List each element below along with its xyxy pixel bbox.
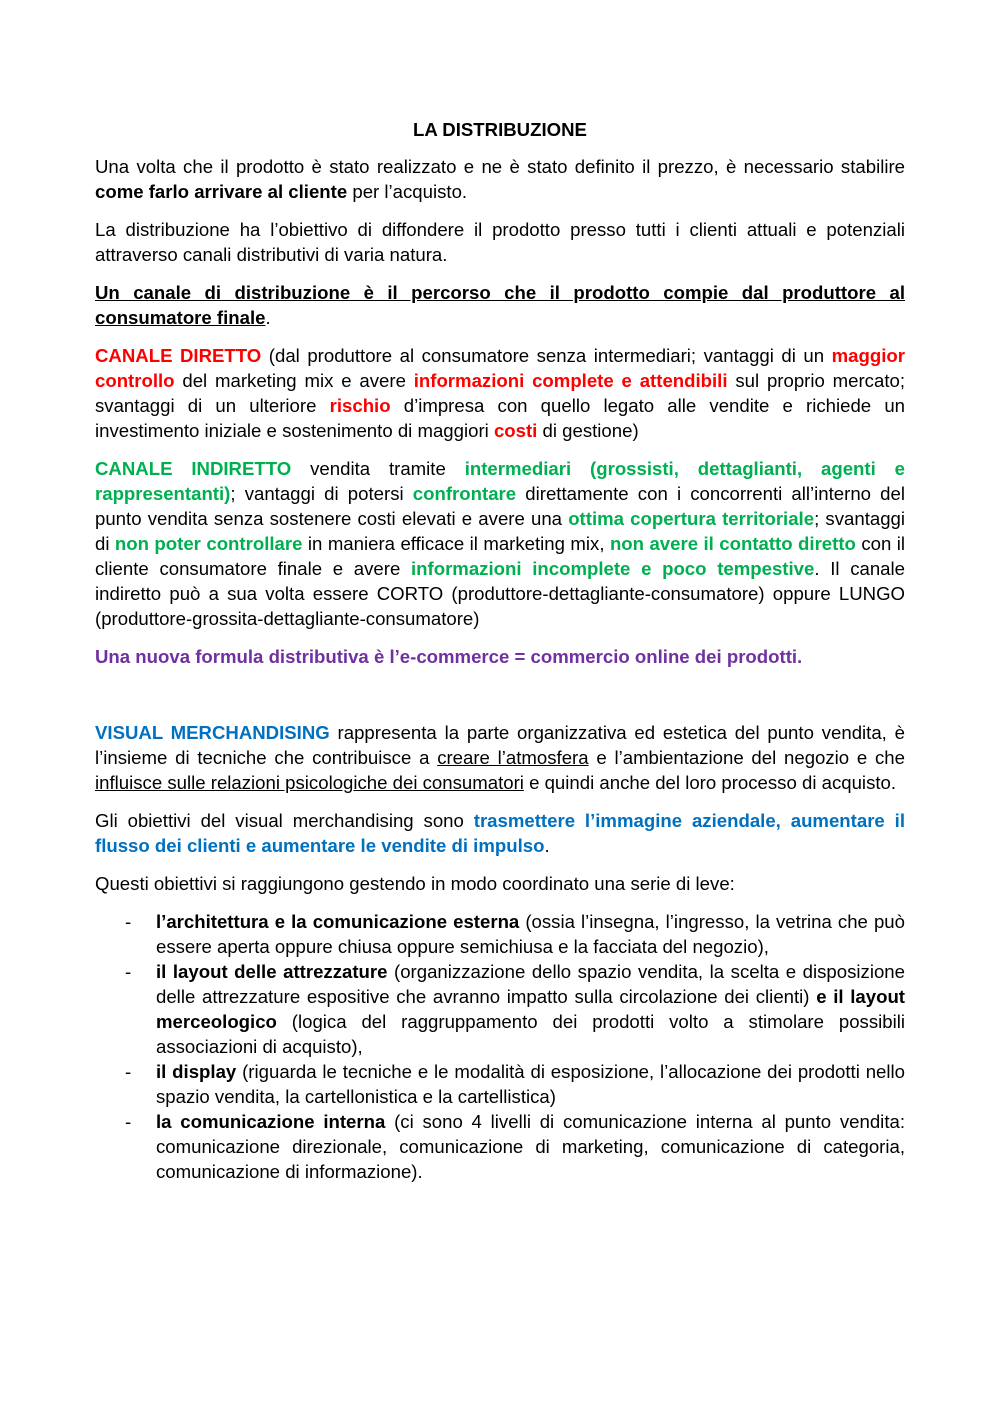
list-item: - il layout delle attrezzature (organizzazione dello spazio vendita, la scelta e disposizione delle attrezzature espositive che avranno impatto sulla circolazione dei clienti) e il layout merceologico (logica del raggruppamento dei prodotti volto a stimolare possibili associazioni di acquisto),	[125, 961, 905, 1057]
levers-list	[95, 909, 905, 1184]
definition-paragraph: Un canale di distribuzione è il percorso che il prodotto compie dal produttore al consumatore finale.	[95, 282, 905, 328]
indirect-channel-heading: CANALE INDIRETTO	[95, 458, 292, 479]
section-spacer	[95, 682, 905, 720]
goals-highlight: trasmettere l’immagine aziendale, aumentare il flusso dei clienti e aumentare le vendite di impulso	[95, 810, 905, 856]
bullet-dash: -	[125, 1061, 132, 1082]
channel-definition: Un canale di distribuzione è il percorso che il prodotto compie dal produttore al consumatore finale	[95, 282, 905, 328]
ecommerce-paragraph: Una nuova formula distributiva è l’e-commerce = commercio online dei prodotti.	[95, 646, 803, 667]
bullet-dash: -	[125, 911, 132, 932]
objective-paragraph: La distribuzione ha l’obiettivo di diffondere il prodotto presso tutti i clienti attuali e potenziali attraverso canali distributivi di varia natura.	[95, 219, 905, 265]
list-item: - l’architettura e la comunicazione esterna (ossia l’insegna, l’ingresso, la vetrina che può essere aperta oppure chiusa oppure semichiusa e la facciata del negozio),	[125, 911, 905, 957]
intro-bold-phrase: come farlo arrivare al cliente	[95, 181, 348, 202]
list-item: - la comunicazione interna (ci sono 4 livelli di comunicazione interna al punto vendita: comunicazione direzionale, comunicazione di marketing, comunicazione di categoria, comunicazione di informazione).	[125, 1111, 905, 1182]
direct-channel-heading: CANALE DIRETTO	[95, 345, 262, 366]
page-title: LA DISTRIBUZIONE	[413, 119, 587, 140]
indirect-channel-paragraph: CANALE INDIRETTO vendita tramite intermediari (grossisti, dettaglianti, agenti e rappresentanti); vantaggi di potersi confrontare direttamente con i concorrenti all’interno del punto vendita senza sostenere costi elevati e avere una ottima copertura territoriale; svantaggi di non poter controllare in maniera efficace il marketing mix, non avere il contatto diretto con il cliente consumatore finale e avere informazioni incomplete e poco tempestive. Il canale indiretto può a sua volta essere CORTO (produttore-dettagliante-consumatore) oppure LUNGO (produttore-grossita-dettagliante-consumatore)	[95, 458, 906, 629]
direct-channel-paragraph: CANALE DIRETTO (dal produttore al consumatore senza intermediari; vantaggi di un maggior controllo del marketing mix e avere informazioni complete e attendibili sul proprio mercato; svantaggi di un ulteriore rischio d’impresa con quello legato alle vendite e richiede un investimento iniziale e sostenimento di maggiori costi di gestione)	[95, 345, 906, 441]
visual-merchandising-paragraph: VISUAL MERCHANDISING rappresenta la parte organizzativa ed estetica del punto vendita, è l’insieme di tecniche che contribuisce a creare l’atmosfera e l’ambientazione del negozio e che influisce sulle relazioni psicologiche dei consumatori e quindi anche del loro processo di acquisto.	[95, 722, 905, 793]
visual-merchandising-heading: VISUAL MERCHANDISING	[95, 722, 330, 743]
goals-paragraph: Gli obiettivi del visual merchandising sono trasmettere l’immagine aziendale, aumentare il flusso dei clienti e aumentare le vendite di impulso.	[95, 810, 905, 856]
levers-intro: Questi obiettivi si raggiungono gestendo in modo coordinato una serie di leve:	[95, 873, 735, 894]
intro-paragraph: Una volta che il prodotto è stato realizzato e ne è stato definito il prezzo, è necessario stabilire come farlo arrivare al cliente per l’acquisto.	[95, 156, 905, 202]
bullet-dash: -	[125, 1111, 132, 1132]
bullet-dash: -	[125, 961, 132, 982]
list-item: - il display (riguarda le tecniche e le modalità di esposizione, l’allocazione dei prodotti nello spazio vendita, la cartellonistica e la cartellistica)	[125, 1061, 905, 1107]
